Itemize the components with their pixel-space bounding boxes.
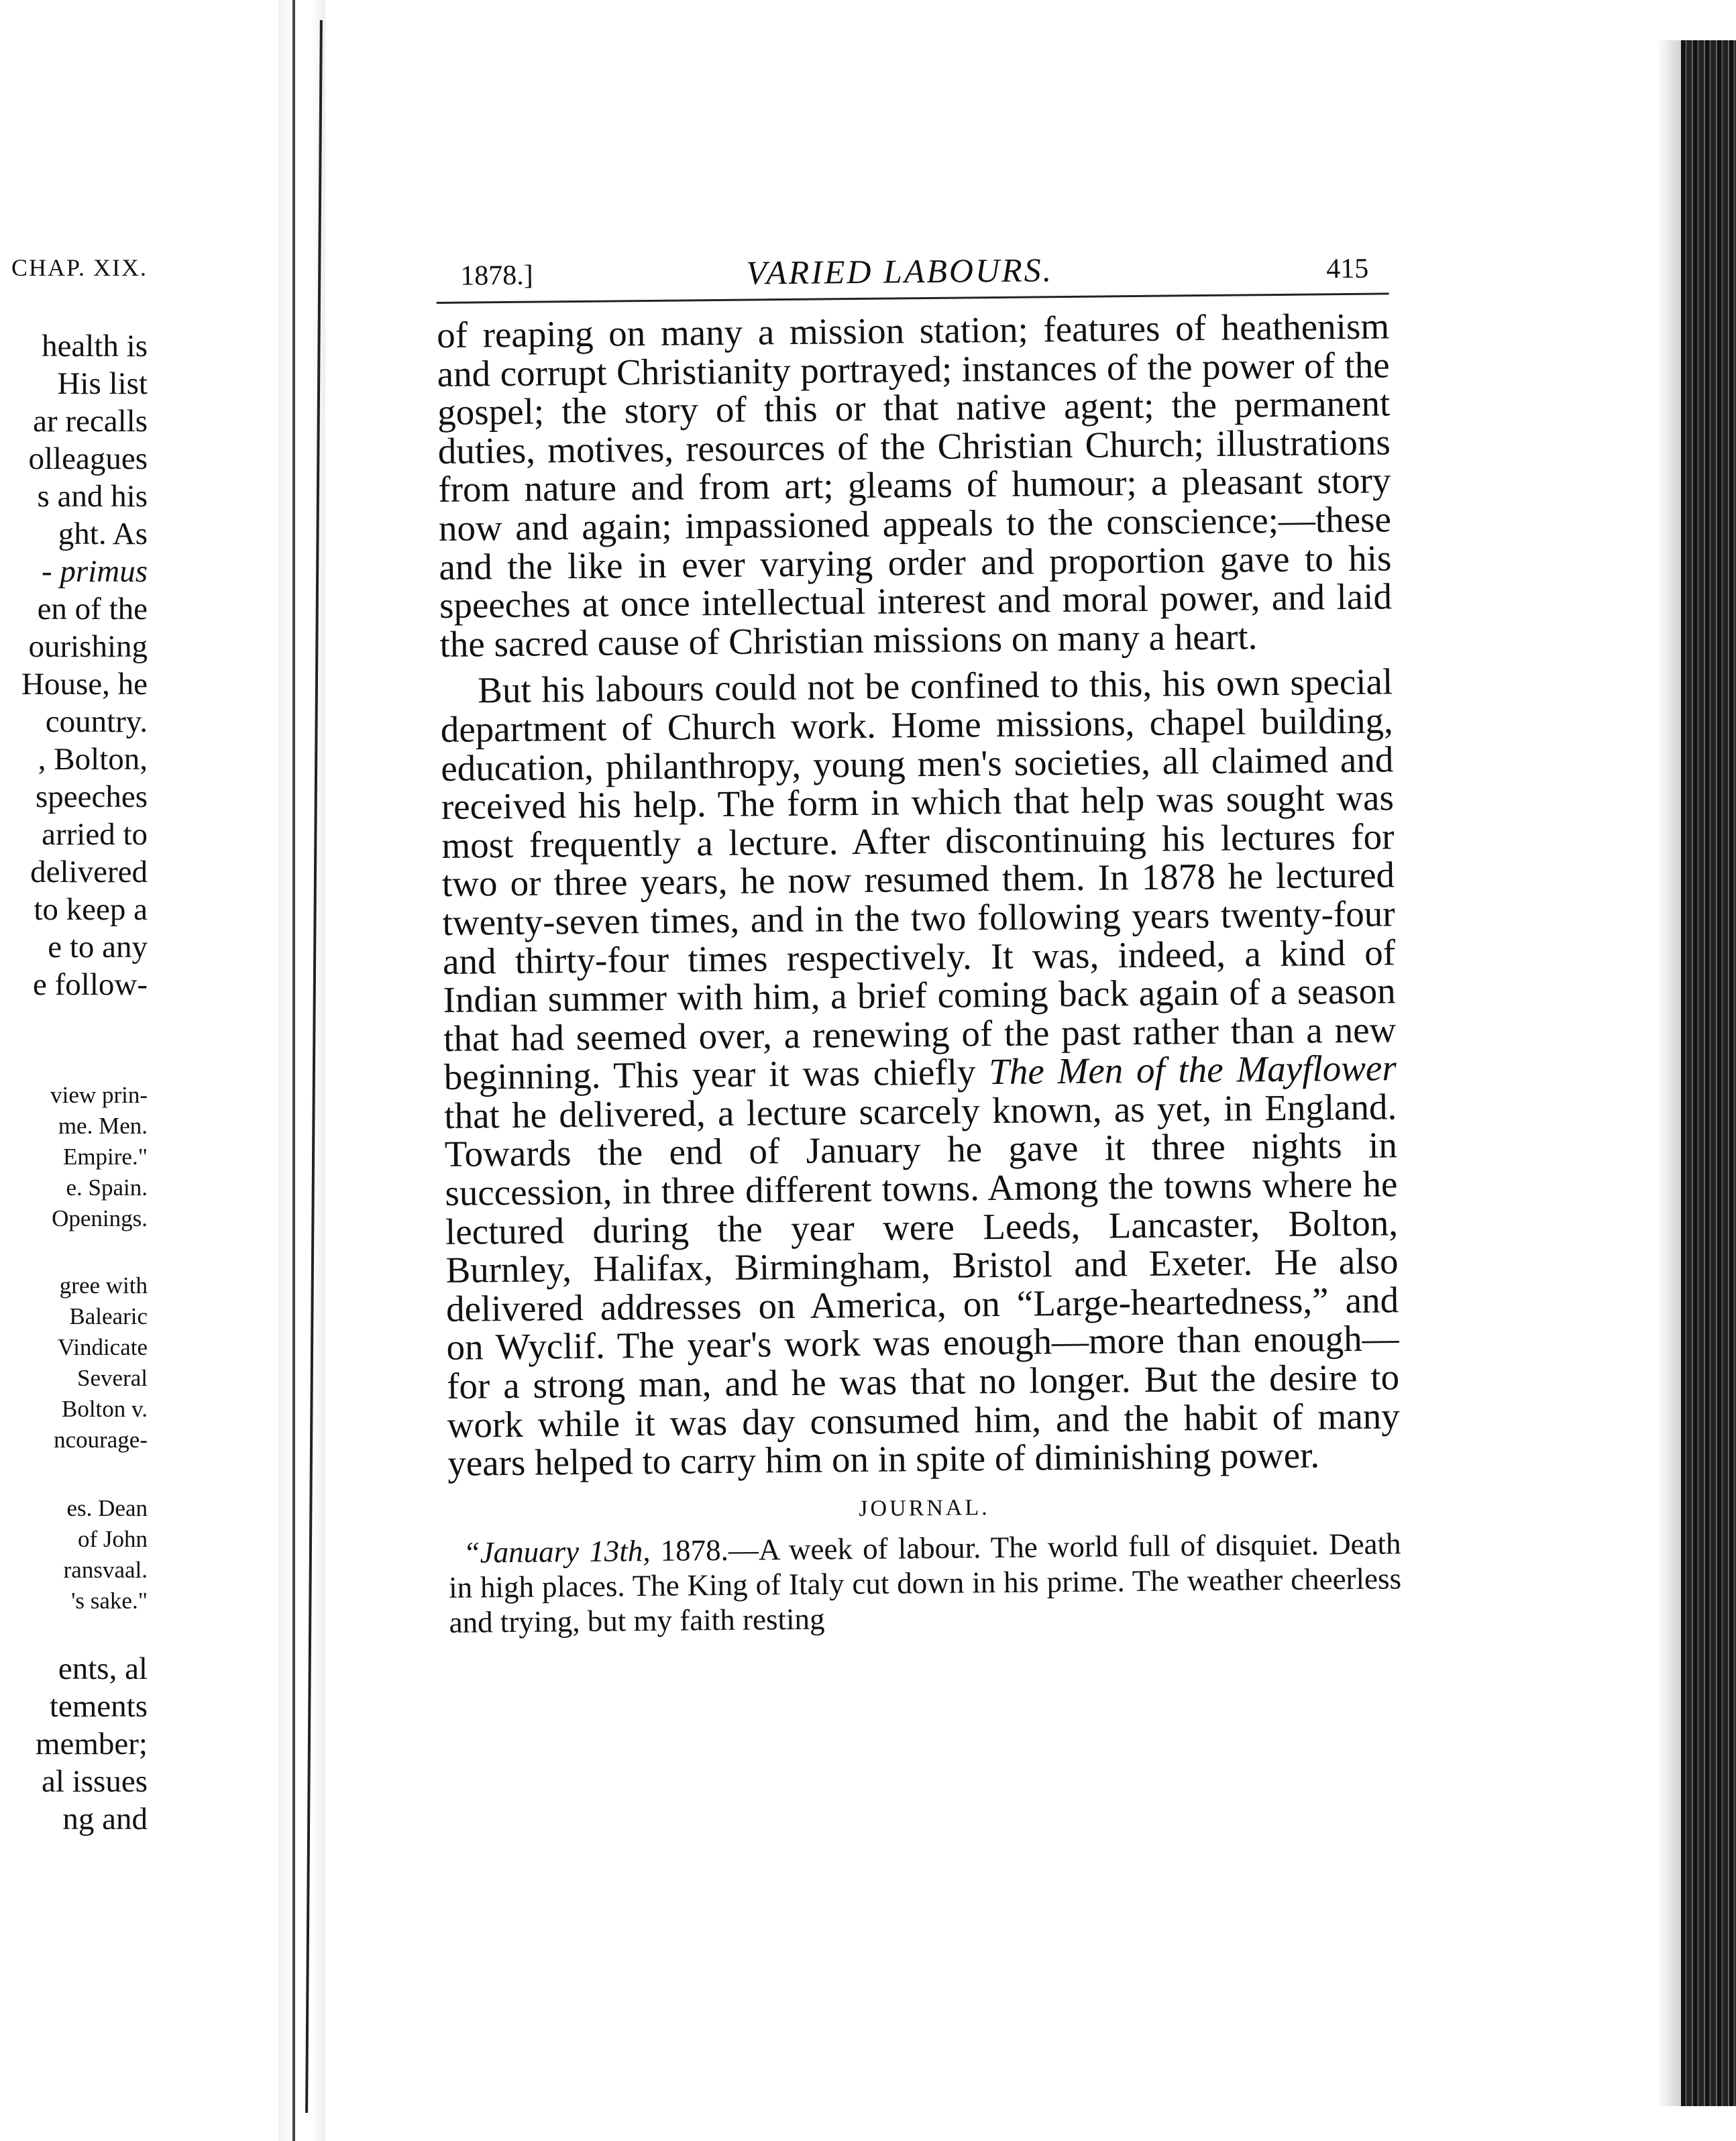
facing-line: , Bolton, <box>38 742 148 777</box>
header-title: VARIED LABOURS. <box>746 251 1054 292</box>
facing-note: Empire." <box>62 1144 148 1170</box>
facing-note: Balearic <box>69 1303 148 1329</box>
facing-note: ncourage- <box>54 1427 148 1453</box>
facing-line: e to any <box>48 930 148 965</box>
header-year: 1878.] <box>460 260 534 292</box>
facing-note: Bolton v. <box>61 1396 148 1422</box>
facing-line: en of the <box>37 592 148 626</box>
facing-line: House, he <box>21 667 148 702</box>
paragraph: of reaping on many a mission station; features of heathenism and corrupt Christianity portrayed; instances of the power of the gospel; the story of this or that native agent; the permanent duties, motives, resources of the Christian Church; illustrations from nature and from art; gleams of humour; a pleasant story now and again; impassioned appeals to the conscience;—these and the like in ever varying order and proportion gave to his speeches at once intellectual interest and moral power, and laid the sacred cause of Christian missions on many a heart. <box>436 305 1393 665</box>
facing-note: ransvaal. <box>63 1557 148 1583</box>
running-header <box>436 245 1389 304</box>
paragraph-text: that he delivered, a lecture scarcely known, as yet, in England. Towards the end of January he gave it three nights in succession, in three different towns. Among the towns where he lectured during the year were Leeds, Lancaster, Bolton, Burnley, Halifax, Birmingham, Bristol and Exeter. He also delivered addresses on America, on “Large-heartedness,” and on Wyclif. The year's work was enough—more than enough—for a strong man, and he was that no longer. But the desire to work while it was day consumed him, and the habit of many years helped to carry him on in spite of diminishing power. <box>444 1086 1400 1484</box>
facing-line: delivered <box>30 855 148 889</box>
journal-year: 1878. <box>660 1533 729 1568</box>
facing-line: al issues <box>42 1764 148 1799</box>
facing-note: me. Men. <box>58 1113 148 1139</box>
facing-page-heading: CHAP. XIX. <box>11 254 148 281</box>
facing-line: member; <box>35 1726 148 1761</box>
facing-line: olleagues <box>28 441 148 476</box>
facing-line: ourishing <box>28 629 148 664</box>
facing-line: - primus <box>42 554 148 589</box>
facing-line: e follow- <box>33 967 148 1002</box>
facing-line: ng and <box>62 1802 148 1836</box>
facing-note: es. Dean <box>66 1495 148 1521</box>
facing-note: e. Spain. <box>66 1174 148 1201</box>
facing-line: ar recalls <box>33 404 148 439</box>
paragraph <box>440 663 1401 1483</box>
facing-note: Several <box>77 1365 148 1391</box>
page-number: 415 <box>1326 253 1369 285</box>
facing-line: ght. As <box>58 516 148 551</box>
page-fore-edge <box>1681 40 1736 2106</box>
facing-note: gree with <box>59 1272 148 1299</box>
facing-note: Vindicate <box>58 1334 148 1360</box>
facing-note: 's sake." <box>71 1588 148 1614</box>
facing-line: s and his <box>37 479 148 514</box>
facing-note: Openings. <box>52 1205 148 1231</box>
facing-line: ents, al <box>58 1651 148 1686</box>
journal-date: “January 13th, <box>463 1533 651 1570</box>
journal-heading: JOURNAL. <box>859 1494 990 1521</box>
facing-note: view prin- <box>50 1082 148 1108</box>
facing-line: tements <box>49 1689 148 1724</box>
body-text <box>437 307 1401 1482</box>
journal-entry <box>448 1526 1401 1640</box>
journal-text: —A week of labour. The world full of disquiet. Death in high places. The King of Italy cut down in his prime. The weather cheerless and trying, but my faith resting <box>448 1527 1402 1639</box>
facing-line: speeches <box>35 779 148 814</box>
page-fore-edge-shadow <box>1657 40 1684 2106</box>
paragraph-text: But his labours could not be confined to this, his own special department of Church work. Home missions, chapel building, education, philanthropy, young men's societies, all claimed and received his help. The form in which that help was sought was most frequently a lecture. After discontinuing his lectures for two or three years, he now resumed them. In 1878 he lectured twenty-seven times, and in the two following years twenty-four and thirty-four times respectively. It was, indeed, a kind of Indian summer with him, a brief coming back again of a season that had seemed over, a renewing of the past rather than a new beginning. This year it was chiefly <box>440 661 1397 1098</box>
facing-line: His list <box>57 366 148 401</box>
facing-note: of John <box>77 1526 148 1552</box>
main-page <box>436 245 1402 1639</box>
lecture-title: The Men of the Mayflower <box>988 1047 1397 1093</box>
facing-line: to keep a <box>34 892 148 927</box>
book-spine-line <box>292 0 295 2141</box>
facing-line: arried to <box>42 817 148 852</box>
facing-line: country. <box>45 704 148 739</box>
facing-line: health is <box>42 329 148 364</box>
